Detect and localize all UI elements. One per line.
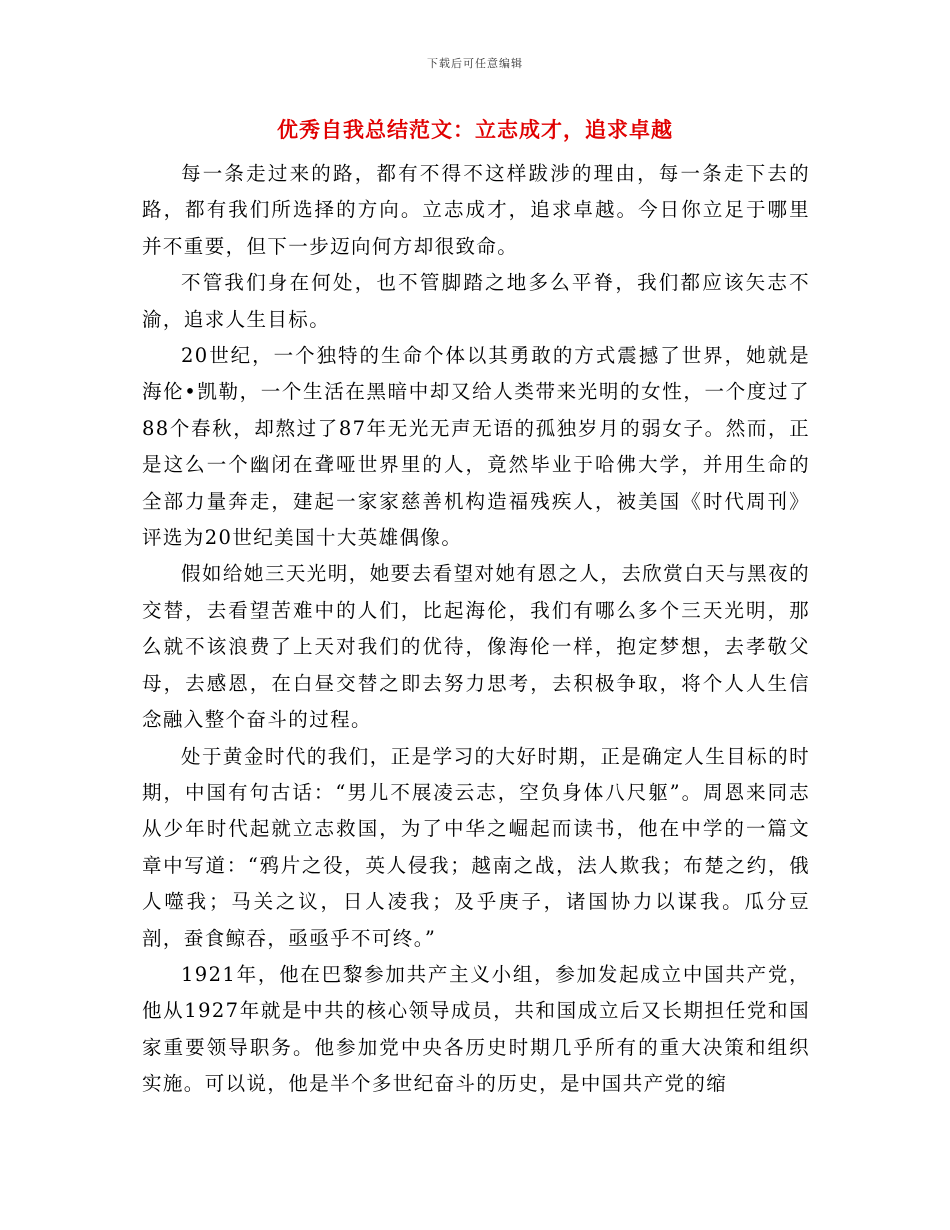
document-title: 优秀自我总结范文：立志成才，追求卓越 (277, 117, 673, 142)
paragraph-4: 假如给她三天光明，她要去看望对她有恩之人，去欣赏白天与黑夜的交替，去看望苦难中的人们，比起海伦，我们有哪么多个三天光明，那么就不该浪费了上天对我们的优待，像海伦一样，抱定梦想，去孝敬父母，去感恩，在白昼交替之即去努力思考，去积极争取，将个人人生信念融入整个奋斗的过程。 (142, 562, 810, 732)
paragraph-6: 1921年，他在巴黎参加共产主义小组，参加发起成立中国共产党，他从1927年就是中共的核心领导成员，共和国成立后又长期担任党和国家重要领导职务。他参加党中央各历史时期几乎所有的重大决策和组织实施。可以说，他是半个多世纪奋斗的历史，是中国共产党的缩 (142, 962, 810, 1096)
document-body (142, 156, 810, 1103)
paragraph-5: 处于黄金时代的我们，正是学习的大好时期，正是确定人生目标的时期，中国有句古话：“男儿不展凌云志，空负身体八尺躯”。周恩来同志从少年时代起就立志救国，为了中华之崛起而读书，他在中学的一篇文章中写道：“鸦片之役，英人侵我；越南之战，法人欺我；布楚之约，俄人噬我；马关之议，日人凌我；及乎庚子，诸国协力以谋我。瓜分豆剖，蚕食鲸吞，亟亟乎不可终。” (142, 744, 810, 950)
paragraph-2: 不管我们身在何处，也不管脚踏之地多么平脊，我们都应该矢志不渝，追求人生目标。 (142, 271, 810, 331)
paragraph-3: 20世纪，一个独特的生命个体以其勇敢的方式震撼了世界，她就是海伦•凯勒，一个生活在黑暗中却又给人类带来光明的女性，一个度过了88个春秋，却熬过了87年无光无声无语的孤独岁月的弱女子。然而，正是这么一个幽闭在聋哑世界里的人，竟然毕业于哈佛大学，并用生命的全部力量奔走，建起一家家慈善机构造福残疾人，被美国《时代周刊》评选为20世纪美国十大英雄偶像。 (142, 344, 810, 550)
header-note: 下载后可任意编辑 (427, 57, 523, 70)
paragraph-1: 每一条走过来的路，都有不得不这样跋涉的理由，每一条走下去的路，都有我们所选择的方向。立志成才，追求卓越。今日你立足于哪里并不重要，但下一步迈向何方却很致命。 (142, 162, 810, 258)
